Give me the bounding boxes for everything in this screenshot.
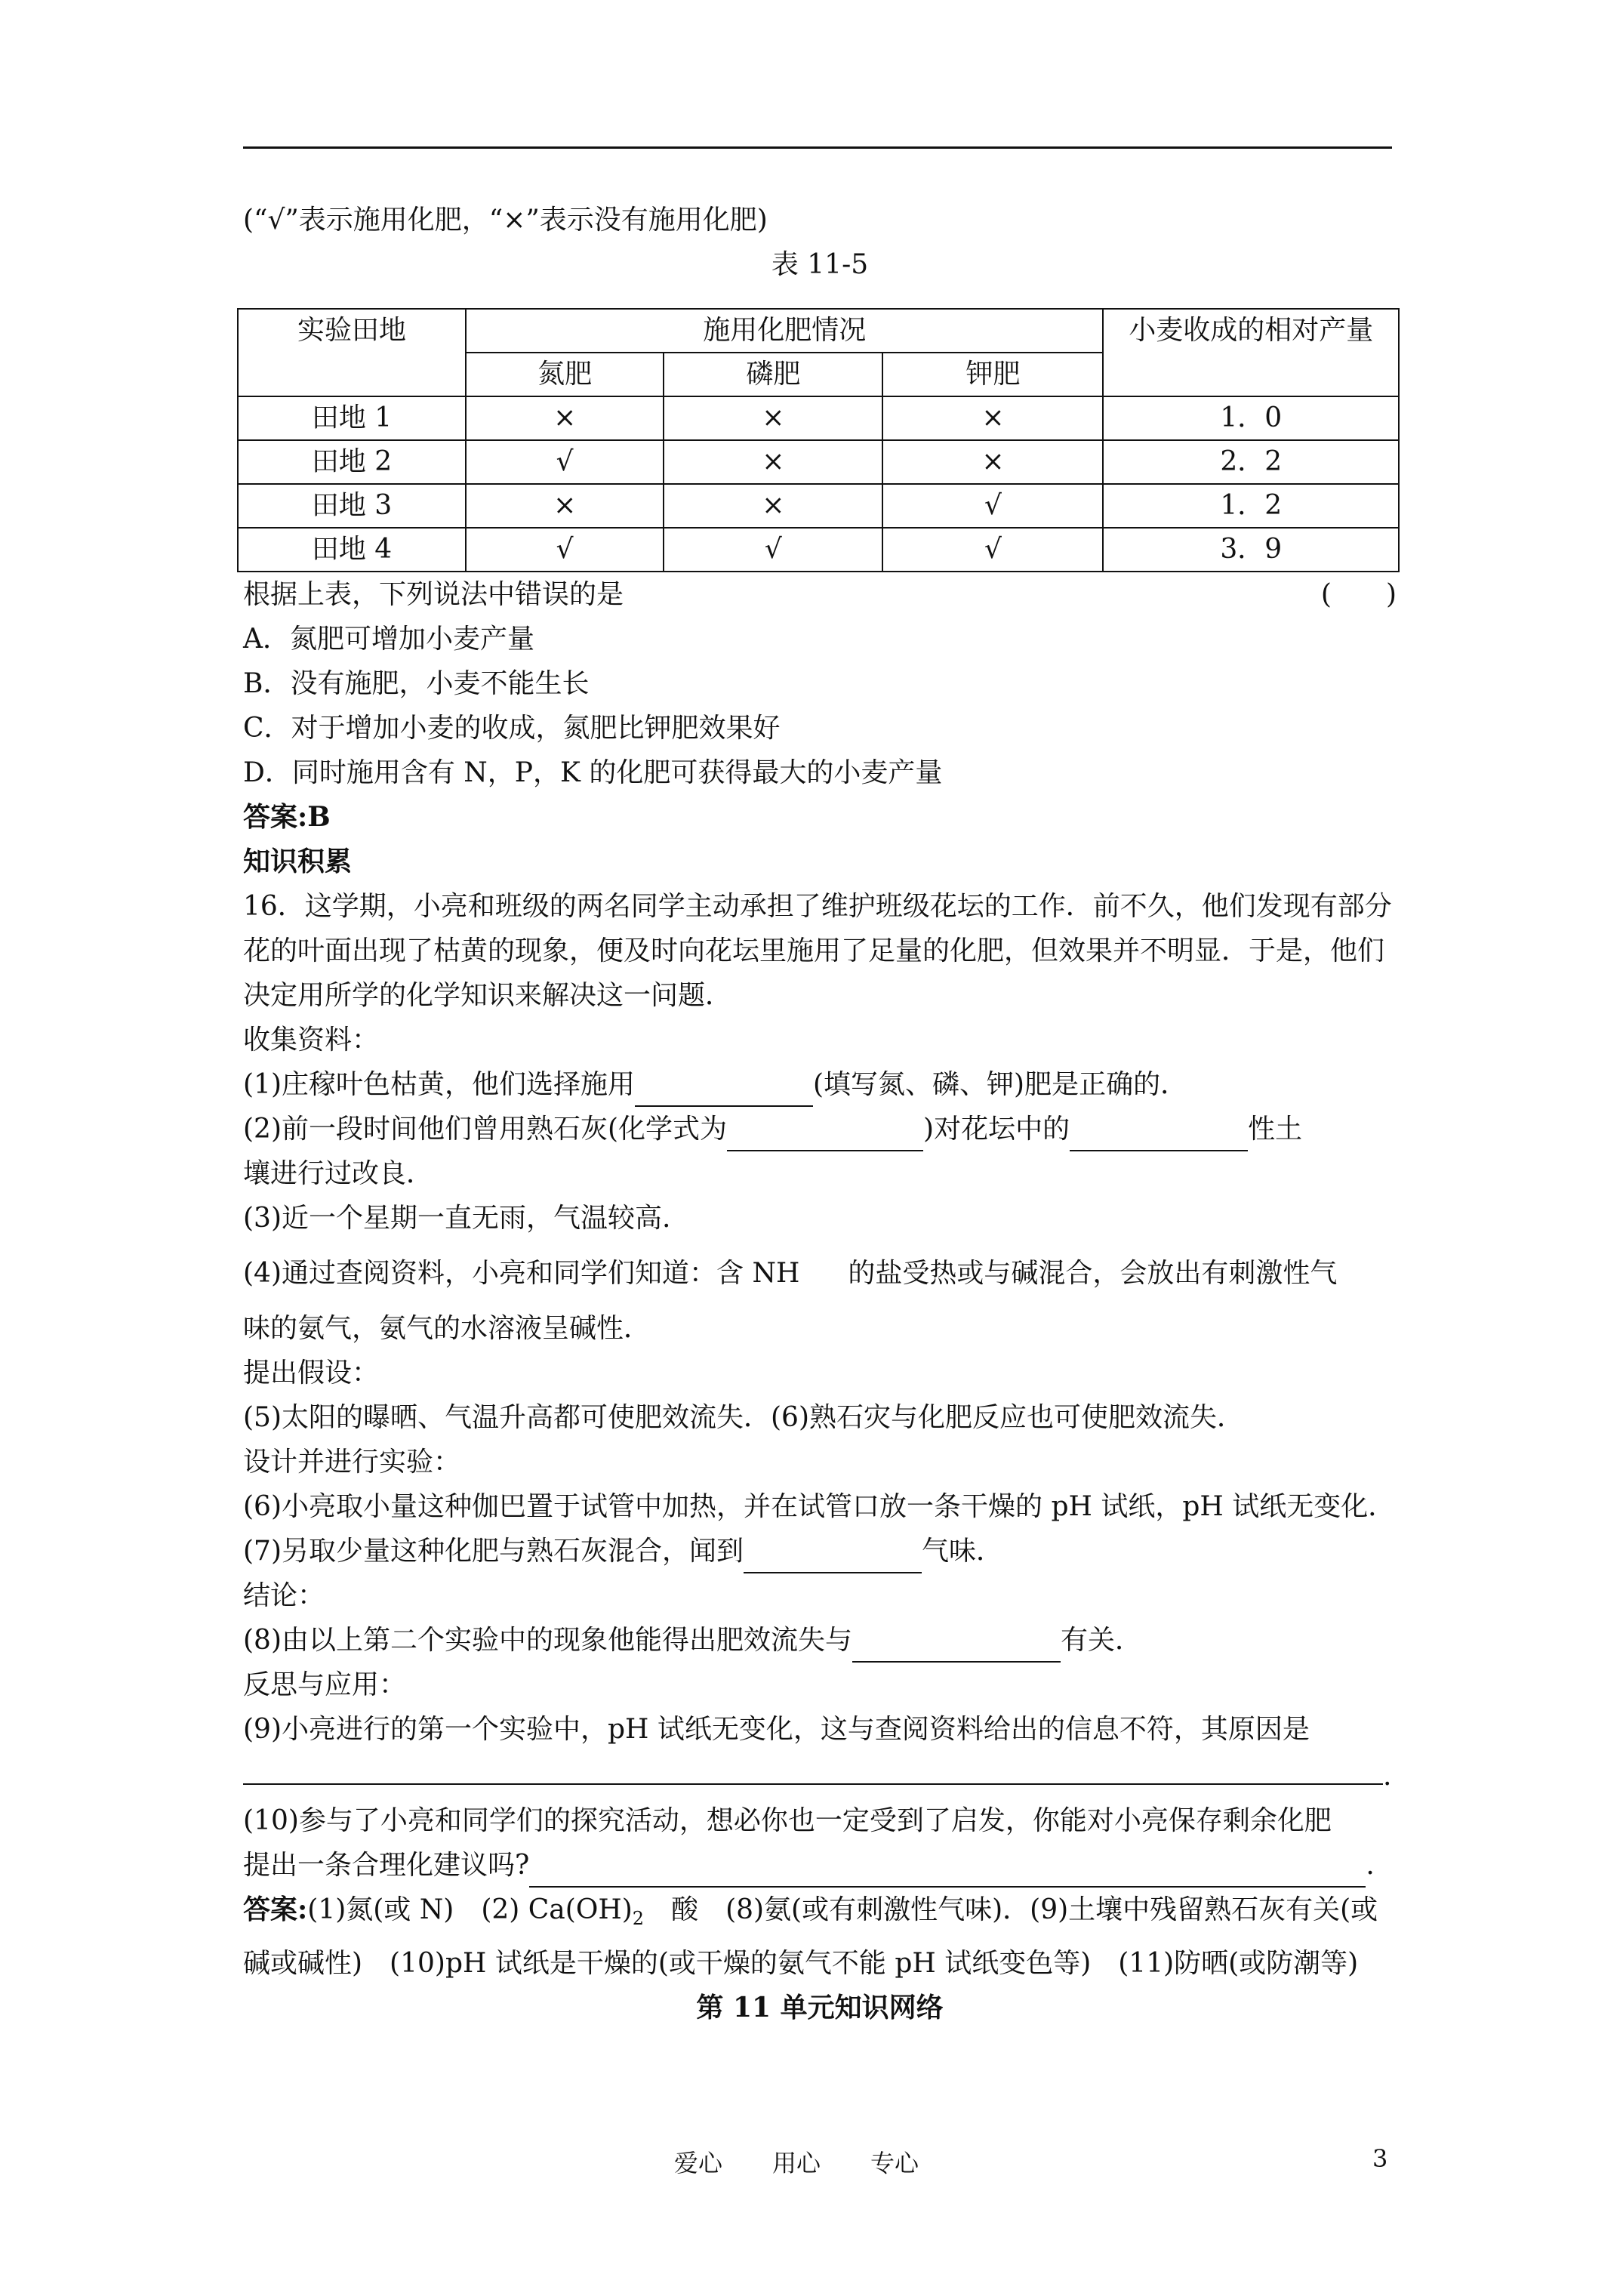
blank-7[interactable] [529, 1854, 1366, 1888]
header-rule [243, 146, 1392, 149]
hypothesis-heading: 提出假设： [243, 1358, 380, 1388]
item-7 [243, 1529, 1397, 1573]
cell-field: 田地 4 [238, 528, 466, 572]
table-row [238, 396, 1399, 440]
table-header-row [238, 309, 1399, 353]
motto-2: 用心 [772, 2149, 821, 2177]
item10-b: 提出一条合理化建议吗? [243, 1850, 530, 1881]
page-number: 3 [1372, 2144, 1388, 2173]
cell-phosphorus: × [664, 440, 882, 484]
blank-5[interactable] [852, 1629, 1061, 1663]
cell-potassium: × [882, 440, 1103, 484]
answer-text-1: (1)氮(或 N) (2) Ca(OH) [307, 1894, 633, 1925]
cell-field: 田地 1 [238, 396, 466, 440]
item-2 [243, 1107, 1397, 1151]
blank-3[interactable] [1070, 1118, 1248, 1151]
answer-subscript: 2 [632, 1908, 645, 1930]
blank-2[interactable] [727, 1118, 923, 1151]
item8-after: 有关． [1061, 1625, 1143, 1656]
header-phosphorus: 磷肥 [664, 353, 882, 396]
unit-title: 第 11 单元知识网络 [696, 1992, 944, 2024]
item7-after: 气味． [922, 1536, 1004, 1567]
question15-stem-line [243, 572, 1397, 617]
blank-1[interactable] [635, 1074, 813, 1107]
option-b: B．没有施肥，小麦不能生长 [243, 668, 590, 699]
item7-before: (7)另取少量这种化肥与熟石灰混合，闻到 [243, 1536, 744, 1567]
item-4 [243, 1251, 1397, 1296]
item-6: (6)小亮取小量这种伽巴置于试管中加热，并在试管口放一条干燥的 pH 试纸，pH 试纸无变化． [243, 1491, 1396, 1522]
cell-yield: 2．2 [1103, 440, 1399, 484]
table-row [238, 528, 1399, 572]
cell-field: 田地 2 [238, 440, 466, 484]
item2-a: (2)前一段时间他们曾用熟石灰(化学式为 [243, 1114, 728, 1145]
item1-before: (1)庄稼叶色枯黄，他们选择施用 [243, 1069, 635, 1100]
cell-phosphorus: × [664, 396, 882, 440]
item-5: (5)太阳的曝晒、气温升高都可使肥效流失．(6)熟石灾与化肥反应也可使肥效流失． [243, 1402, 1244, 1433]
item8-before: (8)由以上第二个实验中的现象他能得出肥效流失与 [243, 1625, 852, 1656]
cell-nitrogen: √ [466, 440, 664, 484]
motto-3: 专心 [870, 2149, 919, 2177]
answer-paren: ( ) [1320, 579, 1397, 610]
item-10: (10)参与了小亮和同学们的探究活动，想必你也一定受到了启发，你能对小亮保存剩余化肥 [243, 1805, 1332, 1836]
page-content [243, 198, 1397, 2030]
table-row [238, 440, 1399, 484]
header-fertilizer-group: 施用化肥情况 [466, 309, 1103, 353]
item4-a: (4)通过查阅资料，小亮和同学们知道：含 NH [243, 1258, 800, 1289]
cell-nitrogen: √ [466, 528, 664, 572]
cell-nitrogen: × [466, 396, 664, 440]
item-9: (9)小亮进行的第一个实验中，pH 试纸无变化，这与查阅资料给出的信息不符，其原因是 [243, 1714, 1310, 1745]
cell-field: 田地 3 [238, 484, 466, 528]
header-field: 实验田地 [238, 309, 466, 396]
question15-stem: 根据上表，下列说法中错误的是 [243, 579, 624, 610]
header-yield: 小麦收成的相对产量 [1103, 309, 1399, 396]
reflect-heading: 反思与应用： [243, 1669, 407, 1700]
option-a: A．氮肥可增加小麦产量 [243, 624, 534, 655]
item-9-blank-line [243, 1752, 1397, 1798]
question16-intro: 16．这学期，小亮和班级的两名同学主动承担了维护班级花坛的工作．前不久，他们发现有部分花的叶面出现了枯黄的现象，便及时向花坛里施用了足量的化肥，但效果并不明显．于是，他们决定用所学的化学知识来解决这一问题． [243, 891, 1392, 1011]
table-caption: 表 11-5 [771, 249, 869, 280]
cell-potassium: √ [882, 484, 1103, 528]
item-10-cont [243, 1843, 1397, 1888]
footer-motto [674, 2144, 969, 2179]
cell-yield: 1．0 [1103, 396, 1399, 440]
item4-b: 的盐受热或与碱混合，会放出有刺激性气 [848, 1258, 1338, 1289]
blank-4[interactable] [744, 1540, 922, 1573]
item1-after: (填写氮、磷、钾)肥是正确的． [813, 1069, 1188, 1100]
cell-nitrogen: × [466, 484, 664, 528]
motto-1: 爱心 [674, 2149, 723, 2177]
blank-6[interactable] [243, 1752, 1383, 1785]
cell-potassium: √ [882, 528, 1103, 572]
fertilizer-table [237, 308, 1400, 572]
item-8 [243, 1618, 1397, 1663]
option-d: D．同时施用含有 N，P，K 的化肥可获得最大的小麦产量 [243, 757, 943, 788]
answer-label: 答案: [243, 1894, 308, 1925]
item-1 [243, 1062, 1397, 1107]
option-c: C．对于增加小麦的收成，氮肥比钾肥效果好 [243, 713, 781, 744]
legend-note: (“√”表示施用化肥，“×”表示没有施用化肥) [243, 205, 768, 236]
item2-c: 性土 [1248, 1114, 1303, 1145]
cell-yield: 3．9 [1103, 528, 1399, 572]
question15-answer: 答案:B [243, 801, 331, 833]
cell-yield: 1．2 [1103, 484, 1399, 528]
question16-answer [243, 1888, 1397, 1986]
cell-phosphorus: × [664, 484, 882, 528]
item-3: (3)近一个星期一直无雨，气温较高. [243, 1203, 671, 1234]
section-title: 知识积累 [243, 846, 353, 877]
item10-end: . [1366, 1850, 1375, 1881]
cell-potassium: × [882, 396, 1103, 440]
item9-end: . [1383, 1761, 1392, 1792]
item-2-cont: 壤进行过改良． [243, 1158, 434, 1189]
item-4-cont: 味的氨气，氨气的水溶液呈碱性． [243, 1313, 651, 1344]
cell-phosphorus: √ [664, 528, 882, 572]
conclusion-heading: 结论： [243, 1580, 325, 1611]
item2-b: )对花坛中的 [923, 1114, 1070, 1145]
spacer [243, 1240, 1397, 1251]
table-row [238, 484, 1399, 528]
collect-heading: 收集资料： [243, 1025, 380, 1056]
spacer [243, 1296, 1397, 1306]
answer-text-2: 酸 (8)氨(或有刺激性气味)．(9)土壤中残留熟石灰有关(或碱或碱性) (10)pH 试纸是干燥的(或干燥的氨气不能 pH 试纸变色等) (11)防晒(或防潮等) [243, 1894, 1378, 1980]
header-nitrogen: 氮肥 [466, 353, 664, 396]
header-potassium: 钾肥 [882, 353, 1103, 396]
experiment-heading: 设计并进行实验： [243, 1447, 461, 1478]
